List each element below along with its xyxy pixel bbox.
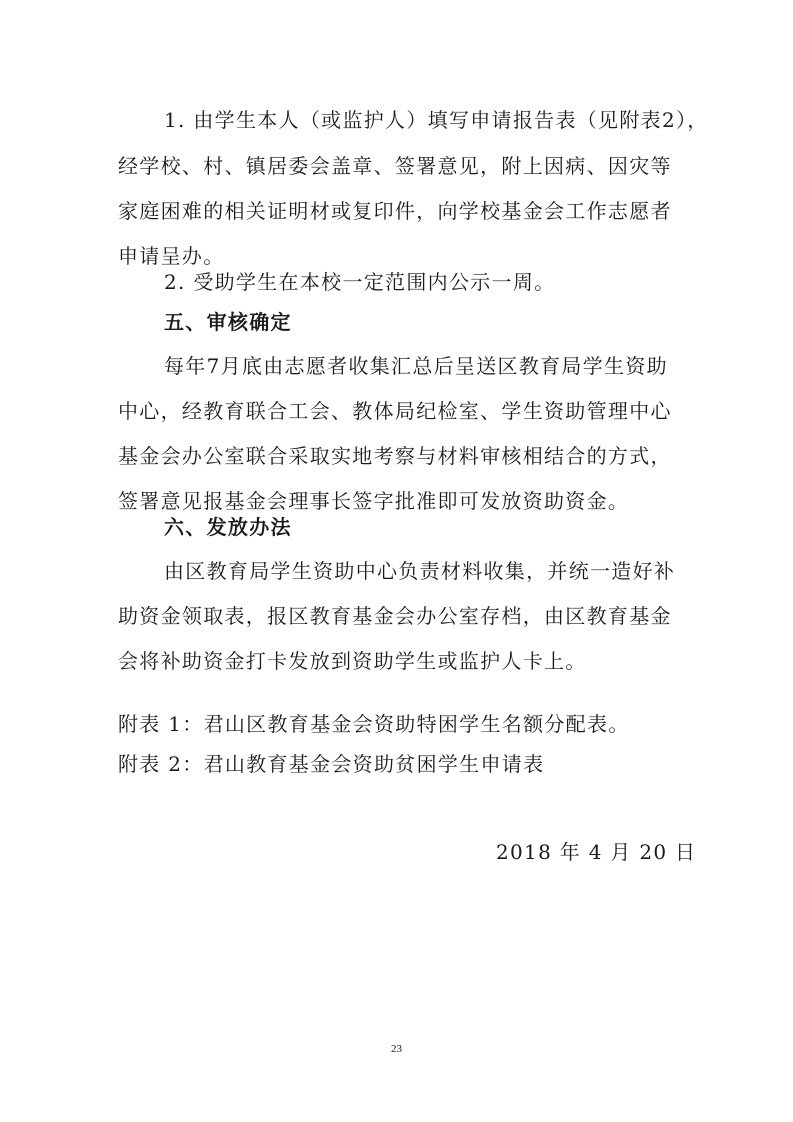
section5-line-1: 每年7月底由志愿者收集汇总后呈送区教育局学生资助	[164, 354, 668, 378]
section6-heading: 六、发放办法	[164, 515, 292, 539]
section6-line-1: 由区教育局学生资助中心负责材料收集，并统一造好补	[164, 559, 676, 583]
section5-heading: 五、审核确定	[164, 310, 292, 334]
page-number: 23	[391, 1043, 402, 1055]
step1-line-1: 1. 由学生本人（或监护人）填写申请报告表（见附表2），	[164, 108, 709, 132]
step2-line: 2. 受助学生在本校一定范围内公示一周。	[164, 270, 556, 294]
section5-line-3: 基金会办公室联合采取实地考察与材料审核相结合的方式，	[118, 444, 672, 468]
section5-line-2: 中心，经教育联合工会、教体局纪检室、学生资助管理中心	[118, 399, 672, 423]
step1-line-3: 家庭困难的相关证明材或复印件，向学校基金会工作志愿者	[118, 199, 672, 223]
document-date: 2018 年 4 月 20 日	[496, 840, 697, 864]
section6-line-2: 助资金领取表，报区教育基金会办公室存档，由区教育基金	[118, 604, 672, 628]
step1-line-4: 申请呈办。	[118, 244, 225, 268]
section5-line-4: 签署意见报基金会理事长签字批准即可发放资助资金。	[118, 489, 630, 513]
section6-line-3: 会将补助资金打卡发放到资助学生或监护人卡上。	[118, 649, 587, 673]
attachment-2: 附表 2：君山教育基金会资助贫困学生申请表	[118, 752, 545, 776]
attachment-1: 附表 1：君山区教育基金会资助特困学生名额分配表。	[118, 712, 630, 736]
step1-line-2: 经学校、村、镇居委会盖章、签署意见，附上因病、因灾等	[118, 154, 672, 178]
